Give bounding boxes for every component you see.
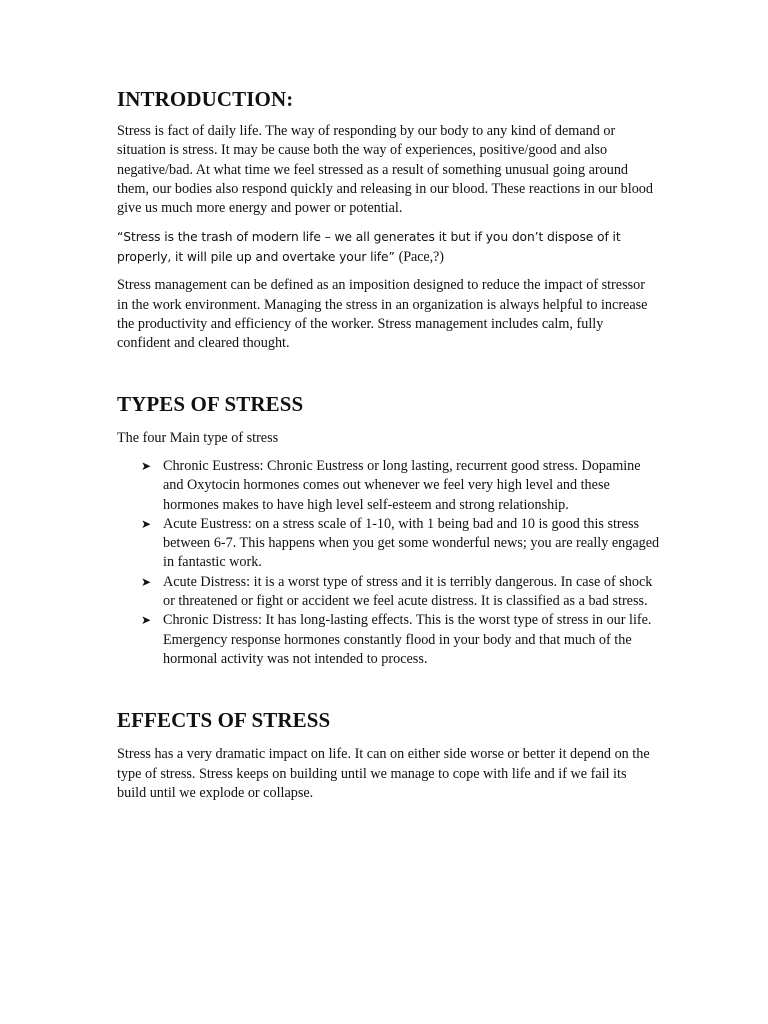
list-item [141,611,663,669]
types-heading: TYPES OF STRESS [117,391,304,416]
list-item-text: Acute Distress: it is a worst type of stress and it is terribly dangerous. In case of shock or threatened or fight or accident we feel acute distress. It is classified as a bad stress. [163,573,653,610]
list-item [141,515,663,573]
intro-heading: INTRODUCTION: [117,87,294,111]
list-item-text: Acute Eustress: on a stress scale of 1-10, with 1 being bad and 10 is good this stress between 6-7. This happens when you get some wonderful news; you are really engaged in fantastic work. [163,515,660,571]
list-item-text: Chronic Distress: It has long-lasting effects. This is the worst type of stress in our life. Emergency response hormones constantly flood in your body and that much of the hormonal activity was not intended to process. [163,612,652,667]
intro-paragraph-2: Stress management can be defined as an imposition designed to reduce the impact of stressor in the work environment. Managing the stress in an organization is always helpful to increase the productivity and efficiency of the worker. Stress management includes calm, fully confident and cleared thought. [117,277,648,352]
quote-text: “Stress is the trash of modern life – we all generates it but if you don’t dispose of it properly, it will pile up and overtake your life” [117,230,621,265]
list-item-text: Chronic Eustress: Chronic Eustress or long lasting, recurrent good stress. Dopamine and Oxytocin hormones comes out whenever we feel very high level and these hormones makes to have high level self-esteem and strong relationship. [163,457,641,513]
arrow-bullet-icon: ➤ [141,613,152,628]
arrow-bullet-icon: ➤ [141,574,152,589]
arrow-bullet-icon: ➤ [141,458,152,473]
effects-heading: EFFECTS OF STRESS [117,708,331,733]
stress-types-list [117,457,663,669]
list-item [141,573,663,612]
intro-quote [117,227,657,267]
effects-paragraph-1: Stress has a very dramatic impact on life. It can on either side worse or better it depend on the type of stress. Stress keeps on building until we manage to cope with life and if we fail its build until we explode or collapse. [117,746,650,801]
document-body [117,86,660,803]
list-item [141,457,663,515]
quote-citation: (Pace,?) [398,249,444,266]
arrow-bullet-icon: ➤ [141,516,152,531]
types-lead: The four Main type of stress [117,429,279,446]
intro-paragraph-1: Stress is fact of daily life. The way of responding by our body to any kind of demand or situation is stress. It may be cause both the way of experiences, positive/good and also negative/bad. At what time we feel stressed as a result of something unusual going around them, our bodies also respond quickly and releasing in our blood. These reactions in our blood give us much more energy and power or potential. [117,123,653,217]
